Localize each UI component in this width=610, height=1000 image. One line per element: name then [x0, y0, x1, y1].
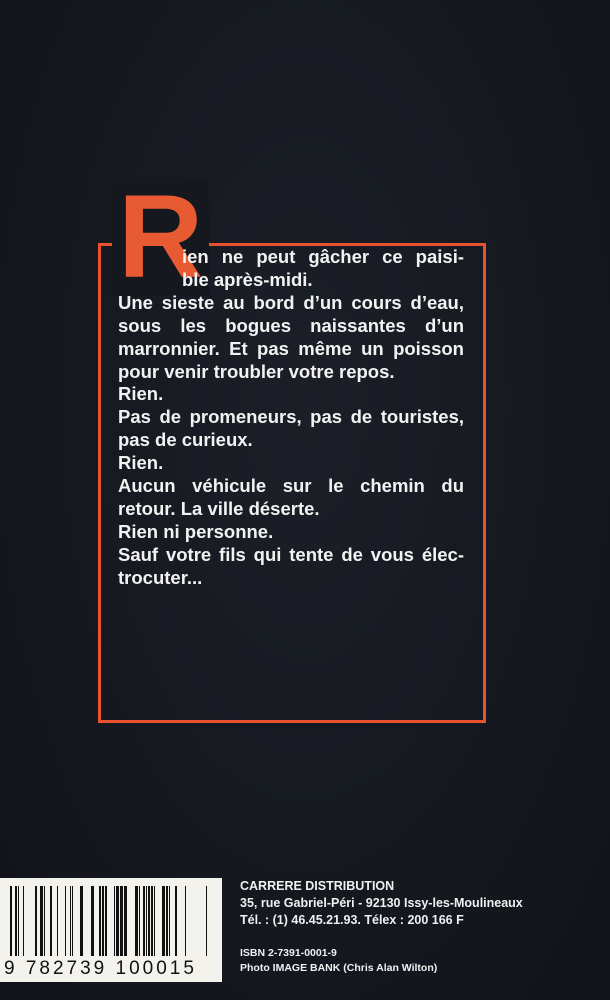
- blurb-line: trocuter...: [118, 566, 203, 588]
- barcode-bar: [105, 886, 107, 956]
- barcode-bar: [139, 886, 140, 956]
- blurb-line: pour venir troubler votre repos.: [118, 360, 395, 382]
- credits-block: [240, 946, 437, 976]
- barcode-bar: [10, 886, 12, 956]
- publisher-name: CARRERE DISTRIBUTION: [240, 879, 395, 893]
- blurb-line: marronnier. Et pas même un poisson: [118, 337, 464, 359]
- blurb-line: Rien.: [118, 383, 164, 405]
- blurb-line: sous les bogues naissantes d’un: [118, 314, 464, 336]
- barcode-bar: [102, 886, 104, 956]
- barcode-bar: [143, 886, 145, 956]
- barcode-bars: [8, 886, 212, 964]
- publisher-phone: Tél. : (1) 46.45.21.93. Télex : 200 166 F: [240, 913, 464, 927]
- barcode-bar: [146, 886, 147, 956]
- barcode-bar: [50, 886, 52, 956]
- blurb-line: ble après-midi.: [182, 268, 313, 290]
- blurb-line: ien ne peut gâcher ce paisi-: [182, 246, 464, 267]
- isbn-barcode: [0, 878, 222, 982]
- blurb-line: Sauf votre fils qui tente de vous élec-: [118, 543, 464, 565]
- barcode-bar: [116, 886, 119, 956]
- barcode-bar: [148, 886, 150, 956]
- blurb-line: Rien.: [118, 452, 164, 474]
- barcode-bar: [35, 886, 37, 956]
- barcode-bar: [70, 886, 71, 956]
- blurb-line: Une sieste au bord d’un cours d’eau,: [118, 291, 464, 313]
- barcode-bar: [99, 886, 101, 956]
- barcode-bar: [114, 886, 115, 956]
- barcode-bar: [18, 886, 19, 956]
- barcode-bar: [151, 886, 153, 956]
- blurb-text: [118, 246, 464, 590]
- barcode-digits: 9 782739 100015: [4, 958, 197, 979]
- barcode-bar: [135, 886, 138, 956]
- barcode-bar: [44, 886, 45, 956]
- publisher-block: [240, 878, 523, 929]
- barcode-bar: [65, 886, 66, 956]
- barcode-bar: [91, 886, 94, 956]
- blurb-line: Aucun véhicule sur le chemin du: [118, 475, 464, 497]
- blurb-line: Pas de promeneurs, pas de touristes,: [118, 406, 464, 428]
- barcode-bar: [23, 886, 24, 956]
- blurb-line: retour. La ville déserte.: [118, 497, 320, 519]
- barcode-bar: [169, 886, 170, 956]
- barcode-bar: [206, 886, 207, 956]
- barcode-bar: [72, 886, 73, 956]
- publisher-address: 35, rue Gabriel-Péri - 92130 Issy-les-Moulineaux: [240, 896, 523, 910]
- barcode-bar: [124, 886, 127, 956]
- barcode-bar: [40, 886, 43, 956]
- blurb-line: pas de curieux.: [118, 429, 253, 451]
- barcode-bar: [166, 886, 168, 956]
- drop-cap-letter: R: [112, 178, 209, 296]
- barcode-bar: [162, 886, 165, 956]
- blurb-line: Rien ni personne.: [118, 520, 274, 542]
- barcode-bar: [15, 886, 17, 956]
- barcode-bar: [154, 886, 155, 956]
- isbn-text: ISBN 2-7391-0001-9: [240, 947, 337, 959]
- barcode-bar: [175, 886, 177, 956]
- photo-credit: Photo IMAGE BANK (Chris Alan Wilton): [240, 962, 438, 974]
- barcode-bar: [120, 886, 123, 956]
- barcode-bar: [80, 886, 83, 956]
- barcode-bar: [57, 886, 58, 956]
- barcode-bar: [185, 886, 186, 956]
